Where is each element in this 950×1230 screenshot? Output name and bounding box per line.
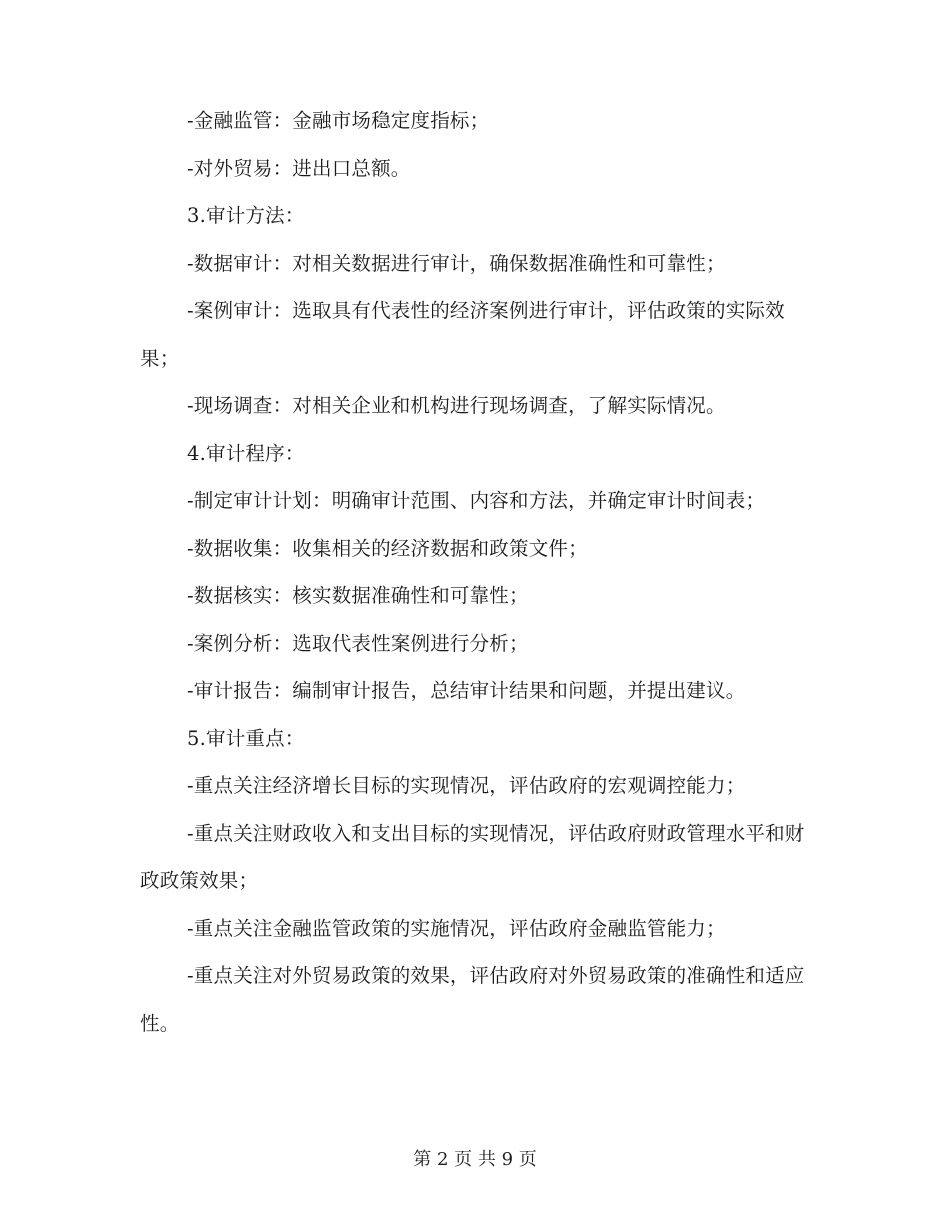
paragraph-foreign-trade: -对外贸易：进出口总额。 — [187, 156, 411, 180]
section-heading-audit-procedure: 4.审计程序： — [187, 441, 305, 465]
page-number-footer: 第 2 页 共 9 页 — [413, 1149, 537, 1170]
paragraph-focus-economic-growth: -重点关注经济增长目标的实现情况，评估政府的宏观调控能力； — [187, 774, 746, 797]
paragraph-financial-supervision: -金融监管：金融市场稳定度指标； — [187, 109, 490, 132]
paragraph-audit-plan: -制定审计计划：明确审计范围、内容和方法，并确定审计时间表； — [187, 489, 766, 512]
paragraph-case-analysis: -案例分析：选取代表性案例进行分析； — [187, 631, 529, 655]
paragraph-case-audit: -案例审计：选取具有代表性的经济案例进行审计，评估政策的实际效果； — [140, 299, 785, 370]
section-heading-audit-methods: 3.审计方法： — [187, 204, 305, 227]
paragraph-focus-foreign-trade: -重点关注对外贸易政策的效果，评估政府对外贸易政策的准确性和适应性。 — [140, 964, 805, 1035]
paragraph-focus-fiscal: -重点关注财政收入和支出目标的实现情况，评估政府财政管理水平和财政政策效果； — [140, 821, 805, 892]
paragraph-audit-report: -审计报告：编制审计报告，总结审计结果和问题，并提出建议。 — [187, 679, 746, 702]
paragraph-field-investigation: -现场调查：对相关企业和机构进行现场调查，了解实际情况。 — [187, 394, 726, 417]
document-body — [140, 97, 812, 1047]
paragraph-data-audit: -数据审计：对相关数据进行审计，确保数据准确性和可靠性； — [187, 251, 726, 275]
paragraph-data-collection: -数据收集：收集相关的经济数据和政策文件； — [187, 536, 588, 560]
section-heading-audit-focus: 5.审计重点： — [187, 726, 305, 750]
paragraph-data-verification: -数据核实：核实数据准确性和可靠性； — [187, 584, 529, 607]
paragraph-focus-financial-supervision: -重点关注金融监管政策的实施情况，评估政府金融监管能力； — [187, 916, 726, 940]
